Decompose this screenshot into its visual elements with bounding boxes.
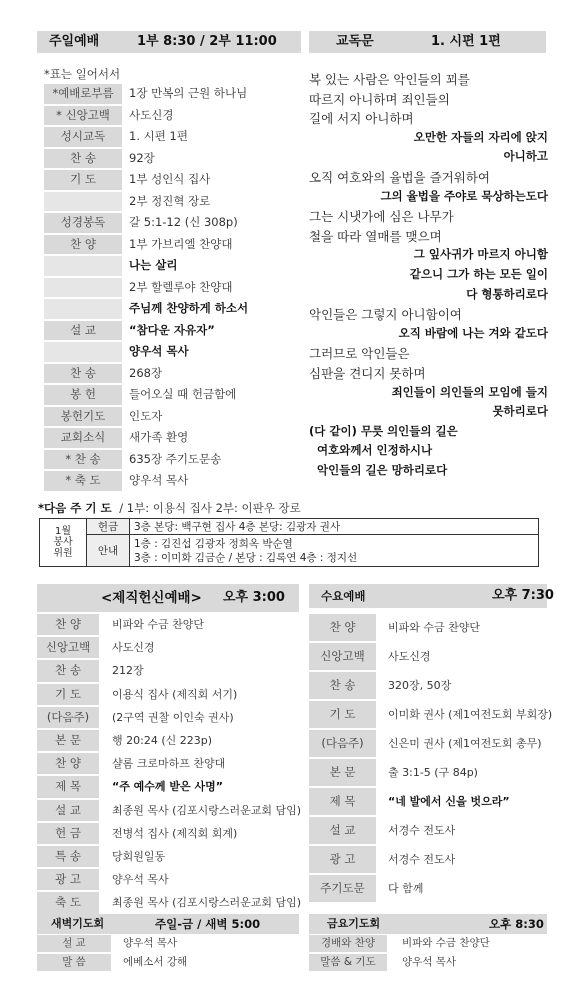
reading-line: 오만한 자들의 자리에 앉지 (413, 129, 548, 144)
dawn-prayer-item-value: 양우석 목사 (123, 937, 178, 949)
friday-prayer-time: 오후 8:30 (489, 917, 544, 931)
responsive-reading-title: 교독문 (336, 34, 374, 49)
reading-line: 철을 따라 열매를 맺으며 (309, 228, 442, 244)
reading-line: 악인들의 길은 망하리로다 (317, 463, 448, 477)
sunday-order-item-label: * 축 도 (44, 471, 122, 491)
sunday-order-item-value: 268장 (129, 365, 163, 380)
volunteer-table (39, 518, 539, 567)
reading-line: 같으니 그가 하는 모든 일이 (409, 267, 548, 281)
reading-line: 아니하고 (503, 149, 548, 164)
sunday-pm-item-label: 특 송 (37, 846, 99, 867)
sunday-order-item-value: 1부 성인식 집사 (129, 172, 211, 186)
sunday-pm-item-value: 비파와 수금 찬양단 (112, 618, 205, 631)
dawn-prayer-title: 새벽기도회 (51, 917, 105, 930)
sunday-order-item-value: 새가족 환영 (129, 430, 189, 444)
wednesday-item-value: 신은미 권사 (제1여전도회 총무) (388, 737, 542, 750)
sunday-pm-header (37, 584, 299, 612)
sunday-pm-item-value: 이용식 집사 (제직회 서기) (112, 687, 238, 701)
sunday-pm-item-value: 최종원 목사 (김포시랑스러운교회 담임) (112, 896, 302, 910)
sunday-order-item-value: 주님께 찬양하게 하소서 (129, 301, 249, 315)
volunteer-group-label (40, 519, 87, 567)
sunday-pm-item-value: 행 20:24 (신 223p) (112, 734, 213, 747)
friday-prayer-item-label: 말씀 & 기도 (309, 954, 387, 971)
wednesday-item-value: 320장, 50장 (388, 679, 452, 692)
wednesday-item-label: 찬 송 (309, 672, 376, 699)
sunday-pm-item-value: 양우석 목사 (112, 873, 169, 887)
sunday-order-item-label (44, 299, 122, 319)
volunteer-label-b: 위원 (53, 548, 73, 559)
wednesday-item-label: 설 교 (309, 817, 376, 844)
sunday-order-item-value: 들어오실 때 헌금함에 (129, 387, 237, 401)
friday-prayer-item-value: 양우석 목사 (402, 956, 457, 968)
sunday-pm-item-value: 당회원일동 (112, 850, 166, 863)
sunday-order-item-value: 나는 살리 (129, 258, 178, 272)
reading-line: 그 잎사귀가 마르지 아니함 (413, 247, 548, 262)
sunday-order-item-value: “참다운 자유자” (129, 322, 215, 337)
sunday-pm-item-value: “주 예수께 받은 사명” (112, 780, 223, 794)
wednesday-item-value: 이미화 권사 (제1여전도회 부회장) (388, 708, 553, 721)
reading-line: 오직 여호와의 율법을 즐거워하여 (309, 170, 490, 185)
sunday-pm-item-label: 제 목 (37, 776, 99, 797)
sunday-order-item-value: 1. 시편 1편 (129, 129, 188, 143)
sunday-order-item-label: 봉헌기도 (44, 407, 122, 427)
sunday-pm-title: <제직헌신예배> (101, 590, 202, 606)
usher-value (130, 535, 539, 567)
sunday-order-item-value: 사도신경 (129, 107, 174, 122)
wednesday-item-value: 출 3:1-5 (구 84p) (388, 766, 478, 779)
reading-line: 못하리로다 (492, 404, 548, 419)
sunday-order-item-label (44, 278, 122, 298)
sunday-pm-item-label: 찬 양 (37, 614, 99, 635)
reading-line: 그러므로 악인들은 (309, 346, 410, 362)
friday-prayer-item-value: 비파와 수금 찬양단 (402, 937, 490, 949)
sunday-order-item-value: 92장 (129, 150, 155, 165)
sunday-pm-item-label: 설 교 (37, 800, 99, 821)
reading-line: 복 있는 사람은 악인들의 꾀를 (309, 72, 470, 87)
wednesday-item-label: 광 고 (309, 846, 376, 873)
sunday-order-item-label: 성시교독 (44, 127, 122, 147)
sunday-order-item-label (44, 192, 122, 212)
sunday-order-item-label (44, 342, 122, 362)
offering-label: 헌금 (87, 519, 130, 535)
standing-note: *표는 일어서서 (44, 67, 121, 81)
responsive-reading-ref: 1. 시편 1편 (431, 34, 501, 49)
sunday-order-item-value: 양우석 목사 (129, 344, 189, 358)
sunday-pm-item-label: 기 도 (37, 684, 99, 705)
reading-line: 악인들은 그렇지 아니함이여 (309, 307, 462, 323)
sunday-order-item-label: * 찬 송 (44, 450, 122, 470)
wednesday-item-label: 주기도문 (309, 875, 376, 902)
sunday-worship-time: 1부 8:30 / 2부 11:00 (137, 34, 277, 49)
sunday-order-item-value: 2부 정진혁 장로 (129, 193, 211, 208)
sunday-order-item-label: 봉 헌 (44, 385, 122, 405)
sunday-pm-item-label: 광 고 (37, 869, 99, 890)
friday-prayer-item-label: 경배와 찬양 (309, 935, 387, 952)
sunday-pm-item-label: 찬 송 (37, 660, 99, 681)
sunday-order-item-value: 갈 5:1-12 (신 308p) (129, 215, 238, 229)
sunday-pm-item-value: 212장 (112, 664, 144, 678)
friday-prayer-title: 금요기도회 (327, 917, 381, 930)
wednesday-item-value: “네 발에서 신을 벗으라” (388, 795, 510, 808)
sunday-order-item-label: 찬 송 (44, 364, 122, 384)
reading-line: 길에 서지 아니하며 (309, 111, 414, 127)
wednesday-item-label: (다음주) (309, 730, 376, 757)
sunday-order-item-value: 양우석 목사 (129, 473, 189, 487)
sunday-pm-item-value: (2구역 권찰 이인숙 권사) (112, 710, 234, 724)
sunday-order-item-label: 찬 양 (44, 235, 122, 255)
reading-line: (다 같이) 무릇 의인들의 길은 (309, 423, 458, 438)
sunday-order-item-label: 찬 송 (44, 149, 122, 169)
sunday-order-item-label: * 신앙고백 (44, 106, 122, 126)
sunday-order-item-value: 1장 만복의 근원 하나님 (129, 86, 248, 100)
wednesday-item-label: 본 문 (309, 759, 376, 786)
dawn-prayer-item-label: 말 씀 (37, 954, 111, 971)
sunday-pm-item-value: 샬롬 크로마하프 찬양대 (112, 757, 226, 771)
wednesday-item-label: 찬 양 (309, 614, 376, 641)
sunday-pm-item-label: 신앙고백 (37, 637, 99, 658)
sunday-pm-time: 오후 3:00 (223, 590, 285, 605)
sunday-order-item-label: 설 교 (44, 321, 122, 341)
sunday-order-item-label: *예배로부름 (44, 84, 122, 104)
responsive-reading-header (309, 31, 546, 53)
sunday-order-item-label (44, 256, 122, 276)
wednesday-title: 수요예배 (321, 589, 366, 603)
reading-line: 따르지 아니하며 죄인들의 (309, 91, 450, 107)
wednesday-item-label: 신앙고백 (309, 643, 376, 670)
next-week-prayer-title: *다음 주 기 도 (38, 501, 112, 515)
next-week-prayer (38, 500, 301, 516)
sunday-pm-item-label: 본 문 (37, 730, 99, 751)
wednesday-item-value: 사도신경 (388, 650, 431, 663)
dawn-prayer-item-label: 설 교 (37, 935, 111, 952)
sunday-order-item-value: 2부 할렐루야 찬양대 (129, 279, 233, 294)
wednesday-item-value: 비파와 수금 찬양단 (388, 621, 481, 634)
reading-line: 다 형통하리로다 (466, 286, 548, 301)
wednesday-time: 오후 7:30 (492, 588, 554, 603)
reading-line: 그는 시냇가에 심은 나무가 (309, 209, 454, 225)
offering-value: 3층 본당: 백구현 집사 4층 본당: 김광자 권사 (130, 519, 539, 535)
wednesday-item-label: 제 목 (309, 788, 376, 815)
sunday-pm-item-value: 사도신경 (112, 641, 155, 655)
sunday-order-item-label: 교회소식 (44, 428, 122, 448)
wednesday-item-value: 서경수 전도사 (388, 853, 456, 866)
reading-line: 죄인들이 의인들의 모임에 들지 (391, 384, 548, 399)
wednesday-item-value: 서경수 전도사 (388, 824, 456, 837)
reading-line: 그의 율법을 주야로 묵상하는도다 (380, 188, 548, 203)
volunteer-month: 1월 (54, 526, 72, 537)
next-week-prayer-detail: / 1부: 이용식 집사 2부: 이판우 장로 (119, 501, 301, 515)
reading-line: 오직 바람에 나는 겨와 같도다 (398, 325, 548, 340)
sunday-pm-item-label: 찬 양 (37, 753, 99, 774)
sunday-pm-item-value: 전병석 집사 (제직회 회계) (112, 826, 238, 840)
usher-line-1: 1층 : 김진섭 김광자 정희옥 박순열 (134, 537, 293, 550)
sunday-order-item-label: 성경봉독 (44, 213, 122, 233)
sunday-worship-title: 주일예배 (49, 34, 100, 49)
reading-line: 여호와께서 인정하시나 (317, 443, 433, 458)
friday-prayer-header (309, 914, 547, 934)
volunteer-label-a: 봉사 (53, 537, 73, 548)
sunday-pm-item-label: 헌 금 (37, 823, 99, 844)
reading-line: 심판을 견디지 못하며 (309, 366, 426, 381)
dawn-prayer-item-value: 에베소서 강해 (123, 956, 188, 968)
sunday-worship-header (37, 31, 301, 53)
dawn-prayer-header (37, 914, 299, 934)
sunday-pm-item-value: 최종원 목사 (김포시랑스러운교회 담임) (112, 803, 302, 817)
wednesday-header (309, 584, 554, 608)
sunday-pm-item-label: 축 도 (37, 892, 99, 913)
wednesday-item-value: 다 함께 (388, 882, 424, 895)
sunday-order-item-value: 1부 가브리엘 찬양대 (129, 236, 233, 251)
wednesday-item-label: 기 도 (309, 701, 376, 728)
usher-label: 안내 (87, 535, 130, 567)
usher-line-2: 3층 : 이미화 김금순 / 본당 : 김록연 4층 : 정지선 (134, 551, 358, 564)
dawn-prayer-time: 주일-금 / 새벽 5:00 (155, 917, 261, 931)
sunday-order-item-label: 기 도 (44, 170, 122, 190)
sunday-order-item-value: 635장 주기도문송 (129, 451, 222, 466)
sunday-pm-item-label: (다음주) (37, 707, 99, 728)
sunday-order-item-value: 인도자 (129, 408, 163, 423)
